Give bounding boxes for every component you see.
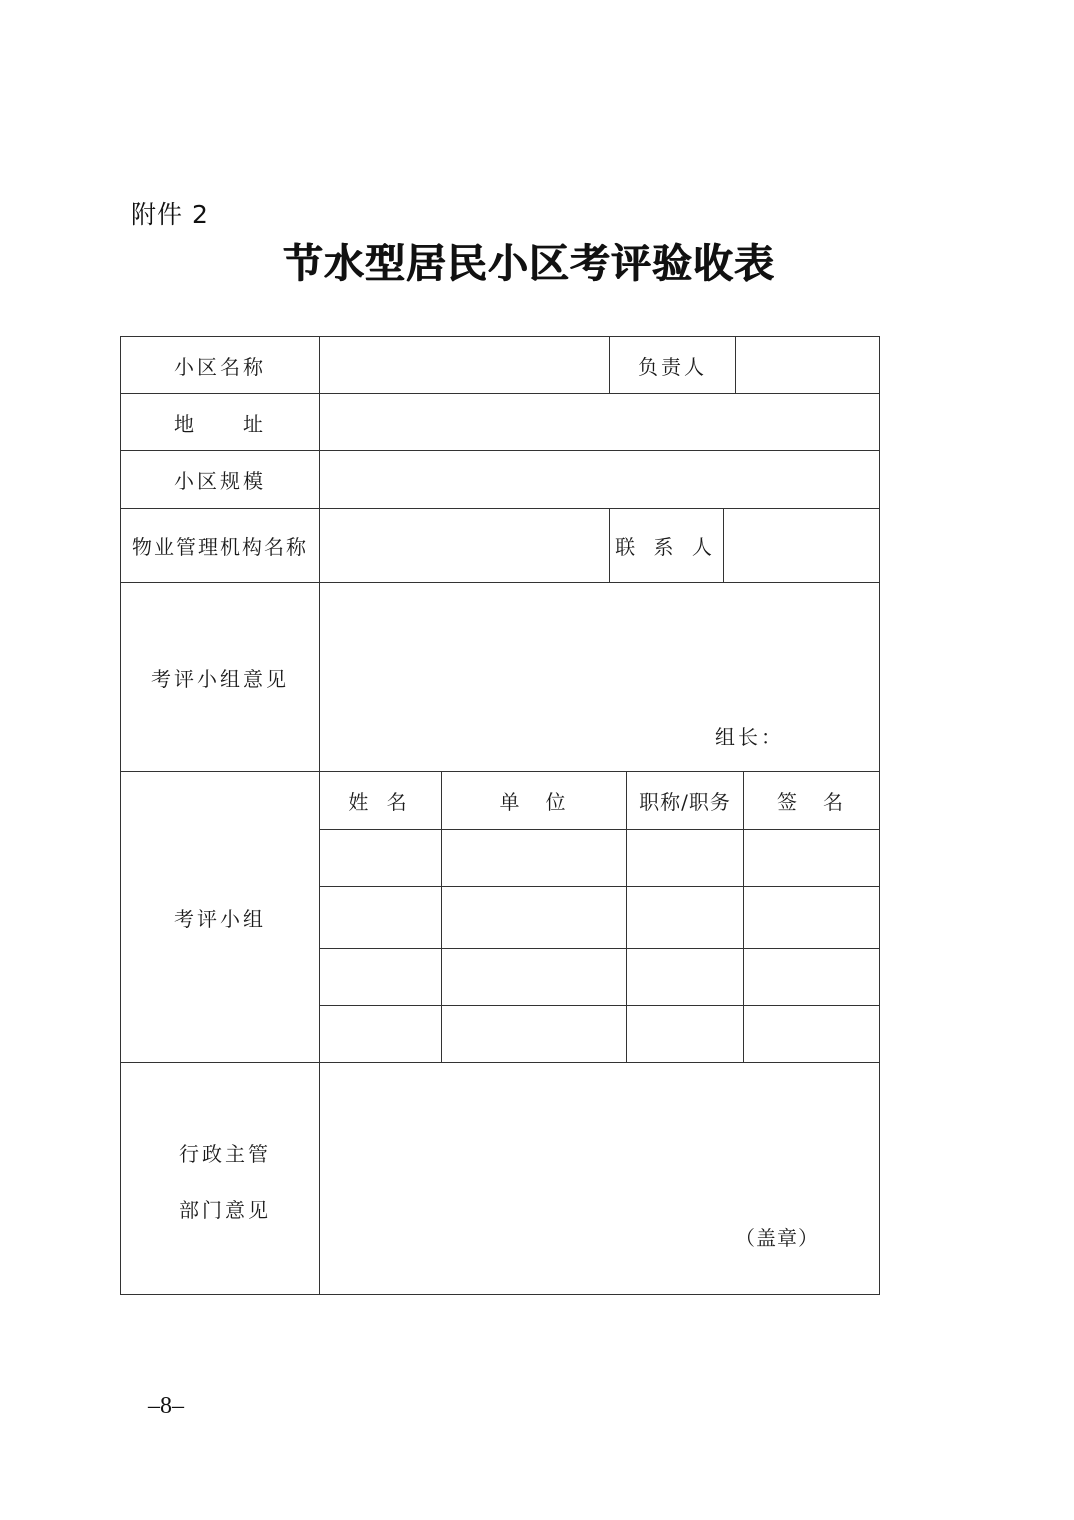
row-divider [320,948,879,949]
column-header-title: 职称/职务 [639,790,731,814]
address-label: 地 址 [174,411,266,436]
admin-opinion-field[interactable] [321,1064,877,1292]
column-header-unit: 单 位 [499,790,569,814]
column-header-signature: 签 名 [777,790,846,814]
person-in-charge-label: 负责人 [638,354,707,379]
row-divider [320,829,879,830]
community-name-field[interactable] [321,339,607,392]
community-scale-label: 小区规模 [174,469,266,493]
property-management-field[interactable] [321,510,607,581]
contact-person-field[interactable] [725,510,877,581]
team-leader-label: 组长： [715,725,784,749]
person-in-charge-field[interactable] [737,339,877,392]
column-header-name: 姓 名 [348,790,413,814]
page-title: 节水型居民小区考评验收表 [283,240,775,287]
panel-label: 考评小组 [174,906,266,931]
seal-label: （盖章） [735,1226,819,1250]
attachment-label: 附件 2 [131,200,209,229]
address-field[interactable] [321,395,877,449]
row-divider [320,886,879,887]
property-management-label: 物业管理机构名称 [132,535,308,559]
evaluation-form-table [120,336,880,1295]
community-scale-field[interactable] [321,452,877,507]
contact-person-label: 联 系 人 [615,535,718,559]
admin-opinion-label-line1: 行政主管 [179,1142,271,1166]
page-number: –8– [148,1393,184,1419]
panel-opinion-field[interactable] [321,584,877,770]
admin-opinion-label-line2: 部门意见 [179,1198,271,1222]
community-name-label: 小区名称 [174,354,266,379]
row-divider [320,1005,879,1006]
panel-opinion-label: 考评小组意见 [151,666,289,691]
